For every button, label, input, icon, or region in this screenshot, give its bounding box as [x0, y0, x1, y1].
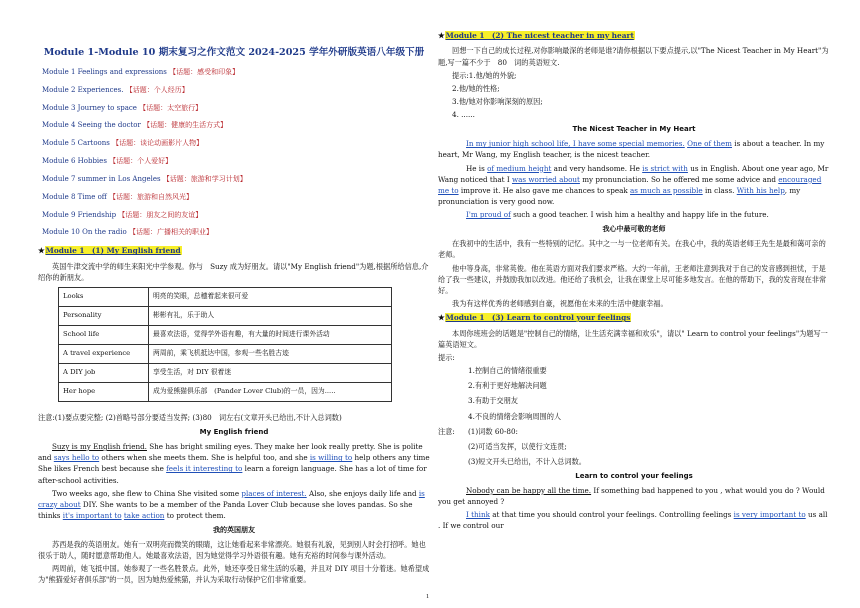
star-icon: ★ — [38, 246, 45, 256]
section3-requirement-1: 注意: (1)词数 60-80: — [438, 426, 518, 436]
essay-title-1: My English friend — [199, 428, 269, 437]
chinese-title-1: 我的英国朋友 — [213, 526, 255, 535]
toc-item-module-7: Module 7 summer in Los Angeles 【话题：旅游和学习计划】 — [42, 174, 247, 183]
star-icon: ★ — [438, 313, 445, 323]
section3-hint-4: 4.不良的情绪会影响周围的人 — [468, 411, 562, 421]
section-heading-3: ★Module 1 (3) Learn to control your feelings — [438, 313, 631, 323]
toc-item-module-9: Module 9 Friendship 【话题：朋友之间的友谊】 — [42, 210, 203, 219]
essay2-paragraph-3: I'm proud of such a good teacher. I wish him a healthy and happy life in the future. — [466, 210, 769, 220]
toc-item-module-10: Module 10 On the radio 【话题：广播相关的职业】 — [42, 228, 213, 237]
info-table — [58, 287, 392, 402]
section3-hint-3: 3.有助于交朋友 — [468, 396, 518, 406]
table-row: A travel experience 两周前，乘飞机抵达中国，参观一些名胜古迹 — [59, 345, 392, 364]
toc-item-module-1: Module 1 Feelings and expressions 【话题：感受和印象】 — [42, 67, 240, 76]
table-row: School life 最喜欢法语，觉得学外语有趣，有大量的时间进行课外活动 — [59, 326, 392, 345]
section-heading-2: ★Module 1 (2) The nicest teacher in my heart — [438, 31, 634, 40]
section3-requirement-3: (3)短文开头已给出，不计入总词数。 — [468, 457, 586, 466]
chinese-paragraph-2: 两周前，她飞抵中国。她参观了一些名胜景点。此外，她还享受日常生活的乐趣，并且对 DIY 项目十分着迷。她希望成为"熊猫爱好者俱乐部"的一员，因为她热爱熊猫，并认为采取行动保护它们非常重要。 — [38, 564, 430, 585]
chinese-paragraph-4: 他中等身高，非常英俊。他在英语方面对我们要求严格。大约一年前，王老师注意到我对于自己的发音感到担忧，于是给了我一些建议，并鼓励我加以改进。他还给了我机会，让我在课堂上尽可能多地发言。在他的帮助下，我的发音现在非常好。 — [438, 263, 827, 295]
table-row: Her hope 成为爱熊猫俱乐部 (Pander Lover Club)的一员，因为..... — [59, 383, 392, 402]
essay-title-2: The Nicest Teacher in My Heart — [572, 125, 696, 134]
table-row: Looks 明亮的笑眼，总穗着起来很可爱 — [59, 288, 392, 307]
chinese-paragraph-5: 我为有这样优秀的老师感到自豪，祝愿他在未来的生活中健康幸福。 — [452, 298, 668, 308]
section2-hint-4: 4. ...... — [452, 110, 475, 120]
essay2-paragraph-1: In my junior high school life, I have some special memories. One of them is about a teacher. In my heart, Mr Wang, my English teacher, is the nicest teacher. — [438, 139, 825, 160]
chinese-title-2: 我心中最可敬的老师 — [602, 225, 666, 234]
section-heading-1: ★Module 1 (1) My English friend — [38, 246, 181, 256]
page-number: 1 — [426, 593, 430, 600]
chinese-paragraph-1: 苏西是我的英语朋友。她有一双明亮而微笑的眼睛，这让她看起来非常漂亮。她很有礼貌，见到别人时会打招呼。她也很乐于助人，随时愿意帮助他人。她最喜欢法语，因为她觉得学习外语很有趣。她有充裕的时间参与课外活动。 — [38, 540, 426, 561]
section3-hint-2: 2.有利于更好地解决问题 — [468, 381, 547, 391]
section3-requirement-2: (2)可适当发挥，以使行文连贯; — [468, 441, 567, 451]
section3-hint-1: 1.控制自己的情绪很重要 — [468, 366, 547, 376]
essay-title-3: Learn to control your feelings — [575, 472, 693, 481]
essay3-paragraph-2: I think at that time you should control your feelings. Controlling feelings is very important to us all . If we control our — [438, 510, 828, 531]
essay3-paragraph-1: Nobody can be happy all the time. If something bad happened to you , what would you do ? Would you get annoyed ? — [438, 486, 825, 507]
star-icon: ★ — [438, 31, 445, 40]
document-title: Module 1-Module 10 期末复习之作文范文 2024-2025 学年外研版英语八年级下册 — [43, 47, 425, 58]
section1-prompt: 英国牛津交流中学的师生来阳光中学参观。你与 Suzy 成为好朋友。请以"My English friend"为题,根据所给信息,介绍你的新朋友。 — [38, 261, 429, 282]
toc-item-module-4: Module 4 Seeing the doctor 【话题：健康的生活方式】 — [42, 121, 228, 130]
essay2-paragraph-2: He is of medium height and very handsome. He is strict with us in English. About one year ago, Mr Wang noticed that I was worried about my pronunciation. So he offered me some advice and encouraged me to improve it. He also gave me chances to speak as much as possible in class. With his help, my pronunciation is very good now. — [438, 163, 829, 207]
section2-hint-3: 3.他/她对你影响深刻的原因; — [452, 97, 543, 107]
table-row: Personality 彬彬有礼，乐于助人 — [59, 307, 392, 326]
toc-item-module-2: Module 2 Experiences. 【话题：个人经历】 — [42, 85, 189, 94]
toc-item-module-3: Module 3 Journey to space 【话题：太空旅行】 — [42, 103, 203, 112]
section3-prompt: 本周你班班会的话题是"控制自己的情绪，让生活充满幸福和欢乐"，请以" Learn to control your feelings"为题写一篇英语短文。 — [438, 328, 828, 349]
section2-hint-1: 提示:1.他/她的外貌; — [452, 70, 517, 80]
toc-item-module-5: Module 5 Cartoons 【话题：谈论动画影片人物】 — [42, 139, 204, 148]
section1-note: 注意:(1)要点要完整; (2)首略号部分要适当发挥; (3)80 词左右(文章开头已给出,不计入总词数) — [38, 413, 342, 423]
toc-item-module-6: Module 6 Hobbies 【话题：个人爱好】 — [42, 157, 173, 166]
left-column — [38, 28, 430, 588]
module-list — [38, 67, 430, 238]
essay1-paragraph-2: Two weeks ago, she flew to China She visited some places of interest. Also, she enjoys daily life and is crazy about DIY. She wants to be a member of the Panda Lover Club because she loves pandas. So she thinks it's important to take action to protect them. — [38, 488, 425, 521]
table-row: A DIY job 享受生活，对 DIY 很着迷 — [59, 364, 392, 383]
chinese-paragraph-3: 在我初中的生活中，我有一些特别的记忆。其中之一与一位老师有关。在我心中，我的英语老师王先生是最和蔼可亲的老师。 — [438, 239, 826, 260]
right-column — [438, 28, 830, 534]
toc-item-module-8: Module 8 Time off 【话题：旅游和自然风光】 — [42, 192, 193, 201]
section2-prompt: 回想一下自己的成长过程,对你影响最深的老师是谁?请你根据以下要点提示,以"The Nicest Teacher in My Heart"为题,写一篇不少于 80 词的英语短文. — [438, 46, 829, 67]
essay1-paragraph-1: Suzy is my English friend. She has bright smiling eyes. They make her look really pretty. She is polite and says hello to others when she meets them. She is helpful too, and she is willing to help others any time She likes French best because she feels it interesting to learn a foreign language. She has a lot of time for after-school activities. — [38, 442, 430, 485]
section2-hint-2: 2.他/她的性格; — [452, 83, 500, 93]
section3-hints-label: 提示: — [438, 352, 455, 362]
